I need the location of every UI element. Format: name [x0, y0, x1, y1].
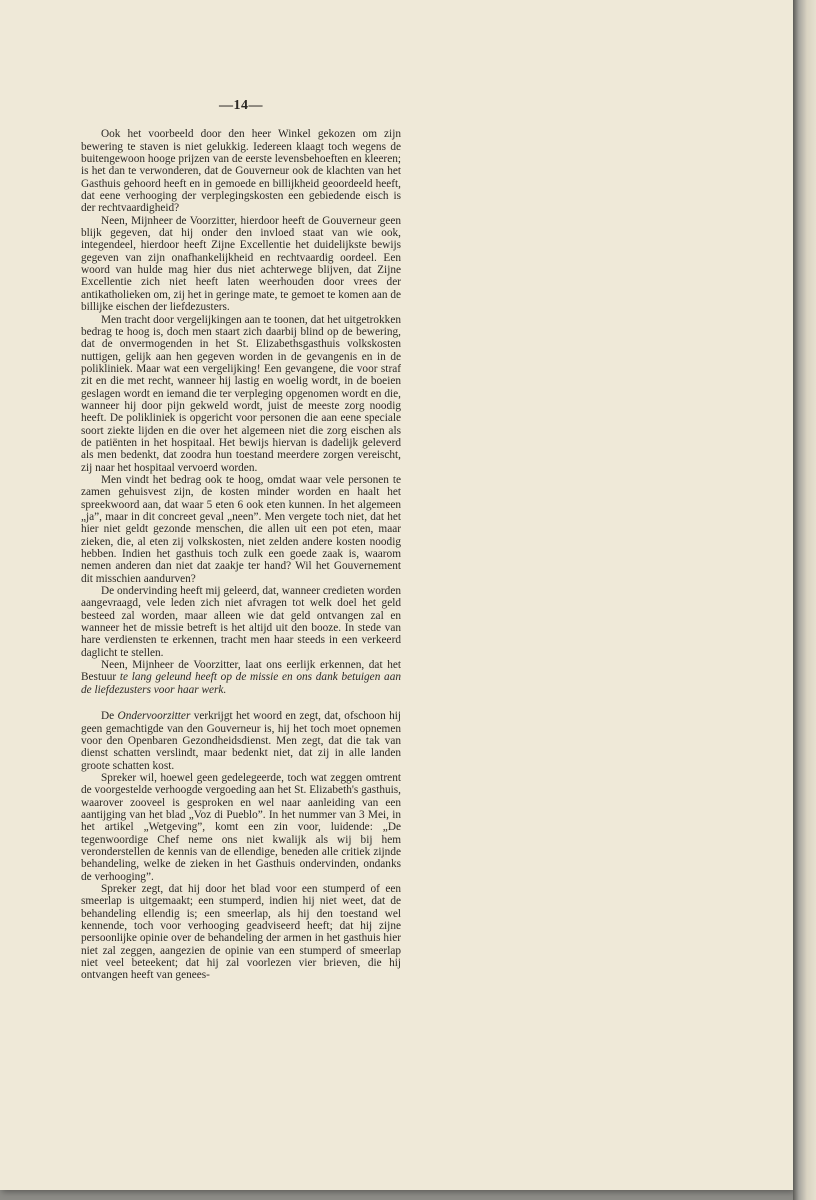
emphasis-text: te lang geleund heeft op de missie en ons dank betuigen aan de liefdezusters voor haar werk.	[81, 671, 401, 696]
paragraph: Spreker wil, hoewel geen gedelegeerde, toch wat zeggen omtrent de voorgestelde verhoogde vergoeding aan het St. Elizabeth's gasthuis, waarover zooveel is gesproken en wel naar aanleiding van een aantijging van het blad „Voz di Pueblo”. In het nummer van 3 Mei, in het artikel „Wetgeving”, komt een zin voor, luidende: „De tegenwoordige Chef neme ons niet kwalijk als wij bij hem veronderstellen de kennis van de ellendige, beneden alle critiek zijnde behandeling, welke de zieken in het Gasthuis ondervinden, ondanks de verhooging”.	[81, 771, 401, 883]
section-gap	[81, 696, 401, 710]
text-column	[81, 100, 401, 982]
paragraph	[81, 710, 401, 772]
page-number: —14—	[219, 98, 263, 113]
speaker-name: Ondervoorzitter	[117, 710, 191, 723]
paragraph-text: verkrijgt het woord en zegt, dat, ofschoon hij geen gemachtigde van den Gouverneur is, hij het toch moet opnemen voor den Openbaren Gezondheidsdienst. Men zegt, dat die tak van dienst schatten verslindt, maar bedenkt niet, dat zij in alle landen groote schatten kost.	[81, 710, 402, 772]
paragraph: Ook het voorbeeld door den heer Winkel gekozen om zijn bewering te staven is niet gelukkig. Iedereen klaagt toch wegens de buitengewoon hooge prijzen van de eerste levensbehoeften en kleeren; is het dan te verwonderen, dat de Gouverneur ook de klachten van het Gasthuis gehoord heeft en in gemoede en billijkheid geoordeeld heeft, dat eene verhooging der verplegingskosten een gebiedende eisch is der rechtvaardigheid?	[81, 128, 401, 215]
adjacent-page-edge	[793, 0, 816, 1200]
paragraph: Neen, Mijnheer de Voorzitter, hierdoor heeft de Gouverneur geen blijk gegeven, dat hij onder den invloed staat van wie ook, integendeel, hierdoor heeft Zijne Excellentie het duidelijkste bewijs gegeven van zijn onafhankelijkheid en rechtvaardig oordeel. Een woord van hulde mag hier dus niet achterwege blijven, dat Zijne Excellentie zich niet heeft laten weerhouden door vrees der antikatholieken om, zij het in geringe mate, te gemoet te komen aan de billijke eischen der liefdezusters.	[81, 214, 401, 314]
paragraph-text: De	[101, 710, 115, 723]
paragraph: Men vindt het bedrag ook te hoog, omdat waar vele personen te zamen gehuisvest zijn, de kosten minder worden en haalt het spreekwoord aan, dat waar 5 eten 6 ook eten kunnen. In het algemeen „ja”, maar in dit concreet geval „neen”. Men vergete toch niet, dat het hier niet geldt gezonde menschen, die allen uit een pot eten, maar zieken, die, al eten zij volkskosten, niet zelden andere kosten noodig hebben. Indien het gasthuis toch zulk een goede zaak is, waarom nemen anderen dan niet dat zaakje ter hand? Wil het Gouvernement dit misschien aandurven?	[81, 473, 401, 585]
paragraph: Men tracht door vergelijkingen aan te toonen, dat het uitgetrokken bedrag te hoog is, doch men staart zich daarbij blind op de bewering, dat de onvermogenden in het St. Elizabethsgasthuis volkskosten nuttigen, gelijk aan hen gegeven worden in de gevangenis en in de polikliniek. Maar wat een vergelijking! Een gevangene, die voor straf zit en die met recht, wanneer hij lastig en woelig wordt, in de boeien geslagen wordt en iemand die ter verpleging opgenomen wordt en die, wanneer hij door pijn gekweld wordt, juist de meeste zorg noodig heeft. De polikliniek is opgericht voor personen die aan eene speciale soort ziekte lijden en die over het algemeen niet die zorg eischen als de patiënten in het hospitaal. Het bewijs hiervan is dadelijk geleverd als men bedenkt, dat zoodra hun toestand meerdere zorgen vereischt, zij naar het hospitaal vervoerd worden.	[81, 313, 401, 474]
paragraph: Spreker zegt, dat hij door het blad voor een stumperd of een smeerlap is uitgemaakt; een stumperd, indien hij niet weet, dat de behandeling ellendig is; een smeerlap, als hij den toestand wel kennende, toch voor verhooging geadviseerd heeft; dat hij zijne persoonlijke opinie over de behandeling der armen in het gasthuis hier niet zal zeggen, aangezien de opinie van een stumperd of smeerlap niet veel beteekent; dat hij zal voorlezen vier brieven, die hij ontvangen heeft van genees-	[81, 882, 401, 982]
paragraph: De ondervinding heeft mij geleerd, dat, wanneer credieten worden aangevraagd, vele leden zich niet afvragen tot welk doel het geld besteed zal worden, maar alleen wie dat geld ontvangen zal en wanneer het de missie betreft is het altijd uit den booze. In stede van hare verdiensten te erkennen, tracht men haar steeds in een verkeerd daglicht te stellen.	[81, 585, 401, 659]
paragraph	[81, 659, 401, 696]
paragraph-text: Neen, Mijnheer de Voorzitter, laat ons eerlijk erkennen, dat het Bestuur	[81, 659, 401, 684]
